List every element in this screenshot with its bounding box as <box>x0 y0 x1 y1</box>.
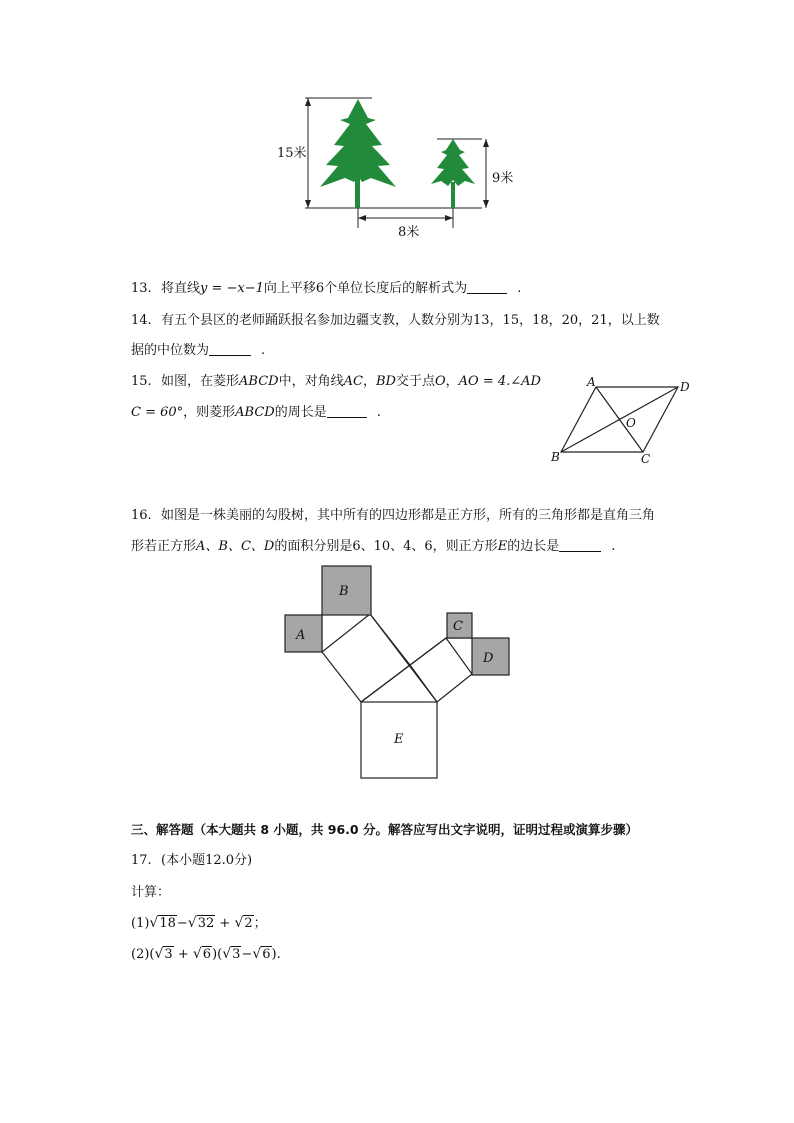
q15-comma: ， <box>445 374 459 389</box>
q15-ac: AC <box>343 374 363 389</box>
q17-p1-op2: + <box>215 916 235 931</box>
q17-p2-radicand-2: 6 <box>202 947 212 962</box>
q16-line1: 如图是一株美丽的勾股树，其中所有的四边形都是正方形，所有的三角形都是直角三角 <box>161 508 656 523</box>
question-13 <box>131 281 521 297</box>
q16-letters: A、B、C、D <box>196 539 275 554</box>
q17-p2-open2: ( <box>217 947 223 962</box>
q17-instruction: 计算： <box>131 885 171 900</box>
q15-abcd-2: ABCD <box>235 405 275 420</box>
section-3-title: 三、解答题（本大题共 8 小题，共 96.0 分。解答应写出文字说明，证明过程或演算步骤） <box>131 822 638 837</box>
q17-p2-radicand-1: 3 <box>164 947 173 962</box>
rhombus-label-a: A <box>587 375 596 389</box>
question-14-line1 <box>131 313 660 329</box>
q13-expr: y = −x−1 <box>200 281 264 296</box>
q16-end: . <box>611 539 616 554</box>
q15-ao-expr: AO = 4.∠AD <box>458 374 541 389</box>
q17-p1-radicand-3: 2 <box>244 916 253 931</box>
q13-text-after: 向上平移6个单位长度后的解析式为 <box>263 281 468 296</box>
square-label-e: E <box>394 732 404 747</box>
q16-text-c: 的边长是 <box>507 539 560 554</box>
q17-p2-open1: ( <box>149 947 155 962</box>
tree-small-icon <box>431 139 475 208</box>
q14-line1: 有五个县区的老师踊跃报名参加边疆支教，人数分别为13，15，18，20，21，以上数 <box>161 313 660 328</box>
q17-p2-close2: ) <box>271 947 277 962</box>
q17-p2-op2: − <box>241 947 253 962</box>
q15-text-a: 如图，在菱形 <box>161 374 240 389</box>
q16-text-a: 形若正方形 <box>131 539 197 554</box>
q15-answer-blank[interactable] <box>327 405 367 418</box>
square-label-a: A <box>296 628 306 643</box>
q16-number: 16. <box>131 508 152 523</box>
q15-number: 15. <box>131 374 152 389</box>
q16-e: E <box>497 539 508 554</box>
q13-end: . <box>517 281 522 296</box>
q14-end: . <box>261 343 266 358</box>
q16-text-b: 的面积分别是6、10、4、6，则正方形 <box>274 539 498 554</box>
tree-big-icon <box>320 99 396 208</box>
rhombus-label-c: C <box>641 452 651 466</box>
q16-answer-blank[interactable] <box>559 539 601 552</box>
pythagorean-tree-figure <box>280 560 520 785</box>
question-16-line2 <box>131 539 615 555</box>
q17-p2-end: . <box>276 947 281 962</box>
tree-small-height-label: 9米 <box>492 171 514 186</box>
question-17-header <box>131 853 252 869</box>
q17-number: 17. <box>131 853 152 868</box>
question-15-line1 <box>131 374 541 390</box>
tree-big-height-label: 15米 <box>277 146 307 161</box>
rhombus-label-o: O <box>626 416 636 430</box>
tree-distance-label: 8米 <box>398 225 420 240</box>
q15-bd: BD <box>375 374 396 389</box>
q15-text-b: 中，对角线 <box>278 374 344 389</box>
tree-height-figure <box>270 92 520 242</box>
q15-o: O <box>434 374 446 389</box>
q15-text-c: 交于点 <box>395 374 435 389</box>
q17-p2-label: (2) <box>131 947 150 962</box>
q15-end: . <box>376 405 381 420</box>
question-14-line2 <box>131 343 265 359</box>
q14-number: 14. <box>131 313 152 328</box>
question-16-line1 <box>131 508 655 524</box>
q13-answer-blank[interactable] <box>467 281 507 294</box>
q17-p2-close1: ) <box>212 947 218 962</box>
q17-points: (本小题12.0分) <box>161 853 253 868</box>
q14-line2: 据的中位数为 <box>131 343 210 358</box>
q15-abcd: ABCD <box>239 374 279 389</box>
q17-p1-op1: − <box>176 916 188 931</box>
q17-p2-op1: + <box>173 947 193 962</box>
q17-p2-radicand-4: 6 <box>262 947 271 962</box>
q15-angle-expr: C = 60° <box>131 405 184 420</box>
square-label-c: C <box>453 619 463 634</box>
q17-p2-radicand-3: 3 <box>232 947 241 962</box>
rhombus-label-d: D <box>680 380 690 394</box>
q15-sep: ， <box>362 374 376 389</box>
rhombus-label-b: B <box>551 450 560 464</box>
q17-p1-radicand-1: 18 <box>159 916 176 931</box>
q15-text-e: 的周长是 <box>274 405 327 420</box>
q14-answer-blank[interactable] <box>209 343 251 356</box>
q13-text-before: 将直线 <box>161 281 201 296</box>
q17-p1-end: ； <box>253 916 267 931</box>
question-15-line2 <box>131 405 381 421</box>
square-label-b: B <box>339 584 349 599</box>
q17-part-1: (1)√18−√32 + √2； <box>131 915 267 931</box>
q17-p1-radicand-2: 32 <box>197 916 215 931</box>
square-label-d: D <box>483 651 494 666</box>
q15-text-d: ，则菱形 <box>183 405 236 420</box>
q17-part-2: (2)(√3 + √6)(√3−√6). <box>131 946 281 962</box>
q17-p1-label: (1) <box>131 916 150 931</box>
q13-number: 13. <box>131 281 152 296</box>
